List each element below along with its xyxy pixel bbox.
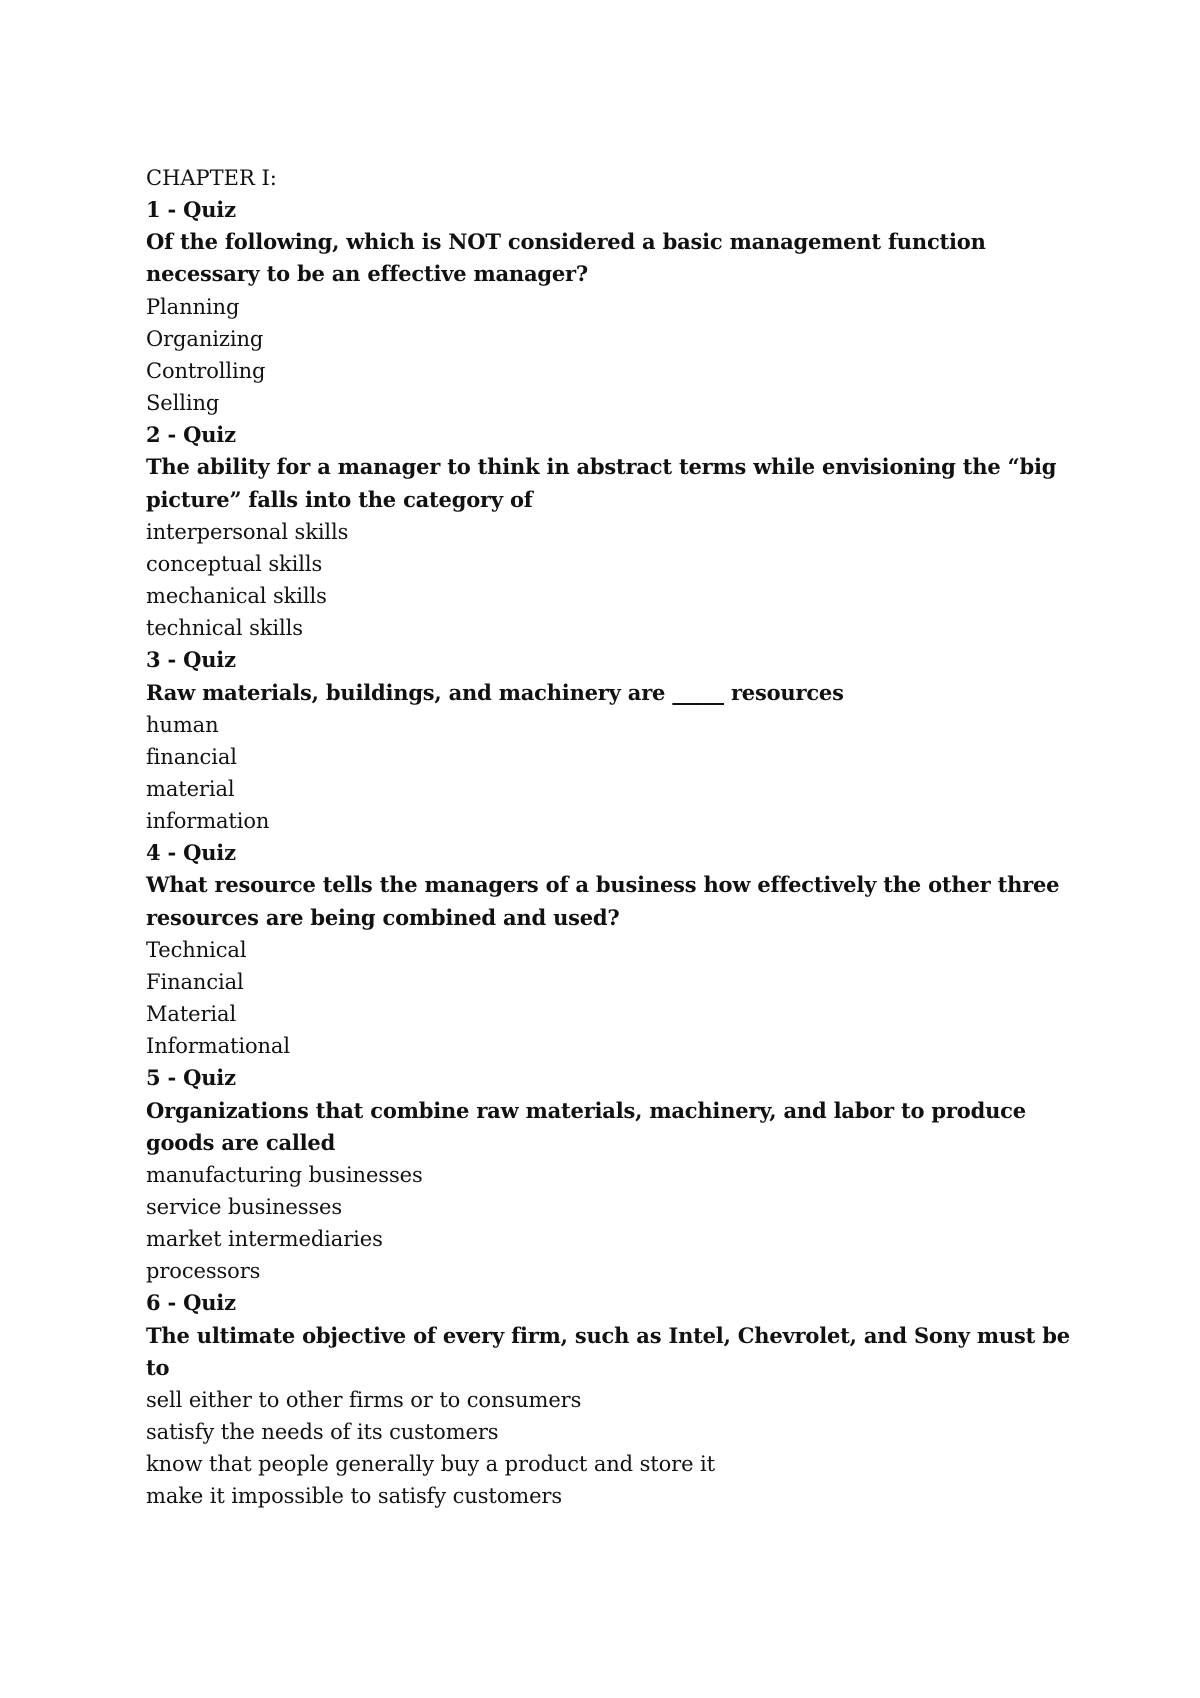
- quiz-option: Selling: [146, 391, 220, 416]
- quiz-label: 6 - Quiz: [146, 1290, 236, 1316]
- quiz-option: Organizing: [146, 326, 264, 351]
- quiz-option: financial: [146, 744, 237, 769]
- quiz-question: The ultimate objective of every firm, such as Intel, Chevrolet, and Sony must be to: [146, 1322, 1070, 1380]
- quiz-option: Informational: [146, 1034, 290, 1059]
- quiz-option: technical skills: [146, 616, 303, 641]
- quiz-label: 4 - Quiz: [146, 840, 236, 866]
- quiz-item: [146, 1062, 1076, 1287]
- quiz-label: 5 - Quiz: [146, 1065, 236, 1091]
- document-body: [146, 162, 1076, 1513]
- quiz-item: [146, 644, 1076, 837]
- quiz-option: satisfy the needs of its customers: [146, 1420, 499, 1445]
- quiz-option: material: [146, 776, 235, 801]
- quiz-option: market intermediaries: [146, 1227, 383, 1252]
- quiz-item: [146, 194, 1076, 419]
- quiz-option: make it impossible to satisfy customers: [146, 1484, 563, 1509]
- quiz-item: [146, 419, 1076, 644]
- quiz-option: human: [146, 712, 219, 737]
- quiz-option: sell either to other firms or to consumers: [146, 1387, 582, 1412]
- quiz-label: 1 - Quiz: [146, 197, 236, 223]
- quiz-option: manufacturing businesses: [146, 1162, 423, 1187]
- quiz-option: know that people generally buy a product and store it: [146, 1452, 715, 1477]
- quiz-option: conceptual skills: [146, 551, 323, 576]
- quiz-option: interpersonal skills: [146, 519, 349, 544]
- quiz-question: The ability for a manager to think in abstract terms while envisioning the “big picture” falls into the category of: [146, 454, 1057, 512]
- quiz-option: Financial: [146, 969, 244, 994]
- quiz-option: Technical: [146, 937, 247, 962]
- quiz-option: processors: [146, 1259, 261, 1284]
- quiz-option: Controlling: [146, 358, 266, 383]
- quiz-question: Of the following, which is NOT considered a basic management function necessary to be an effective manager?: [146, 229, 986, 287]
- quiz-option: information: [146, 809, 270, 834]
- quiz-label: 2 - Quiz: [146, 422, 236, 448]
- quiz-question: Organizations that combine raw materials, machinery, and labor to produce goods are called: [146, 1097, 1026, 1155]
- quiz-option: Planning: [146, 294, 240, 319]
- quiz-option: Material: [146, 1002, 237, 1027]
- quiz-option: service businesses: [146, 1195, 343, 1219]
- quiz-item: [146, 837, 1076, 1062]
- quiz-question: What resource tells the managers of a business how effectively the other three resources are being combined and used?: [146, 872, 1060, 930]
- quiz-question: Raw materials, buildings, and machinery are _____ resources: [146, 679, 844, 705]
- quiz-label: 3 - Quiz: [146, 647, 236, 673]
- quiz-item: [146, 1287, 1076, 1512]
- quiz-option: mechanical skills: [146, 584, 327, 609]
- chapter-heading: CHAPTER I:: [146, 166, 277, 190]
